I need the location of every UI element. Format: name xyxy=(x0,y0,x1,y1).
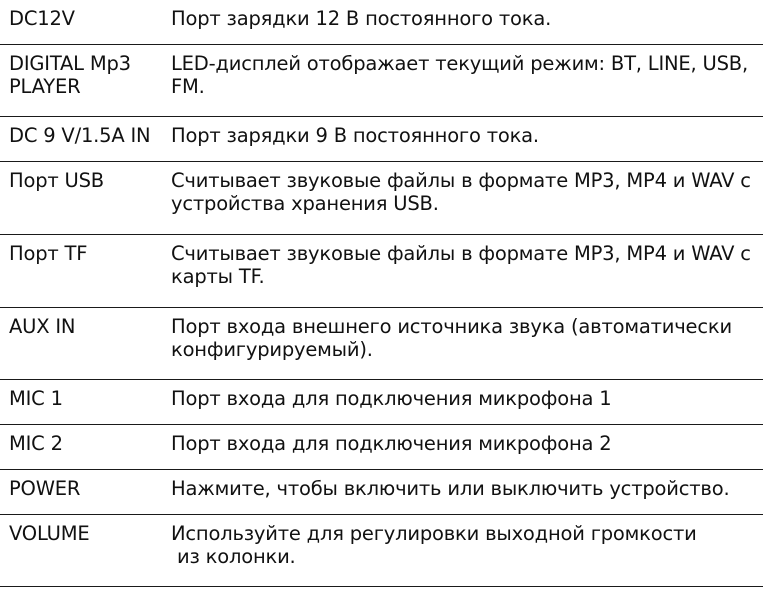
table-row xyxy=(0,0,763,45)
table-row xyxy=(0,162,763,235)
table-row xyxy=(0,425,763,470)
port-description: Порт входа внешнего источника звука (автоматически конфигурируемый). xyxy=(171,315,732,361)
port-description: Порт входа для подключения микрофона 2 xyxy=(171,432,612,455)
table-row xyxy=(0,45,763,117)
port-name: DC 9 V/1.5A IN xyxy=(9,124,151,147)
port-description: Считывает звуковые файлы в формате MP3, MP4 и WAV с карты TF. xyxy=(171,242,751,288)
port-name: MIC 2 xyxy=(9,432,63,455)
table-row xyxy=(0,470,763,515)
port-name: Порт USB xyxy=(9,169,104,192)
port-description: Используйте для регулировки выходной громкости из колонки. xyxy=(171,522,697,568)
port-name: Порт TF xyxy=(9,242,88,265)
table-row xyxy=(0,308,763,380)
port-description: Порт входа для подключения микрофона 1 xyxy=(171,387,612,410)
port-name: VOLUME xyxy=(9,522,90,545)
port-description: Считывает звуковые файлы в формате MP3, MP4 и WAV с устройства хранения USB. xyxy=(171,169,751,215)
table-row xyxy=(0,117,763,162)
table-row xyxy=(0,380,763,425)
port-name: DC12V xyxy=(9,7,75,30)
table-row xyxy=(0,235,763,308)
port-description: Нажмите, чтобы включить или выключить устройство. xyxy=(171,477,730,500)
port-description: LED-дисплей отображает текущий режим: BT, LINE, USB, FM. xyxy=(171,52,748,98)
port-name: POWER xyxy=(9,477,81,500)
port-description: Порт зарядки 9 В постоянного тока. xyxy=(171,124,539,147)
port-name: AUX IN xyxy=(9,315,76,338)
port-description: Порт зарядки 12 В постоянного тока. xyxy=(171,7,552,30)
table-row xyxy=(0,515,763,587)
port-name: DIGITAL Mp3 PLAYER xyxy=(9,52,131,98)
port-name: MIC 1 xyxy=(9,387,63,410)
